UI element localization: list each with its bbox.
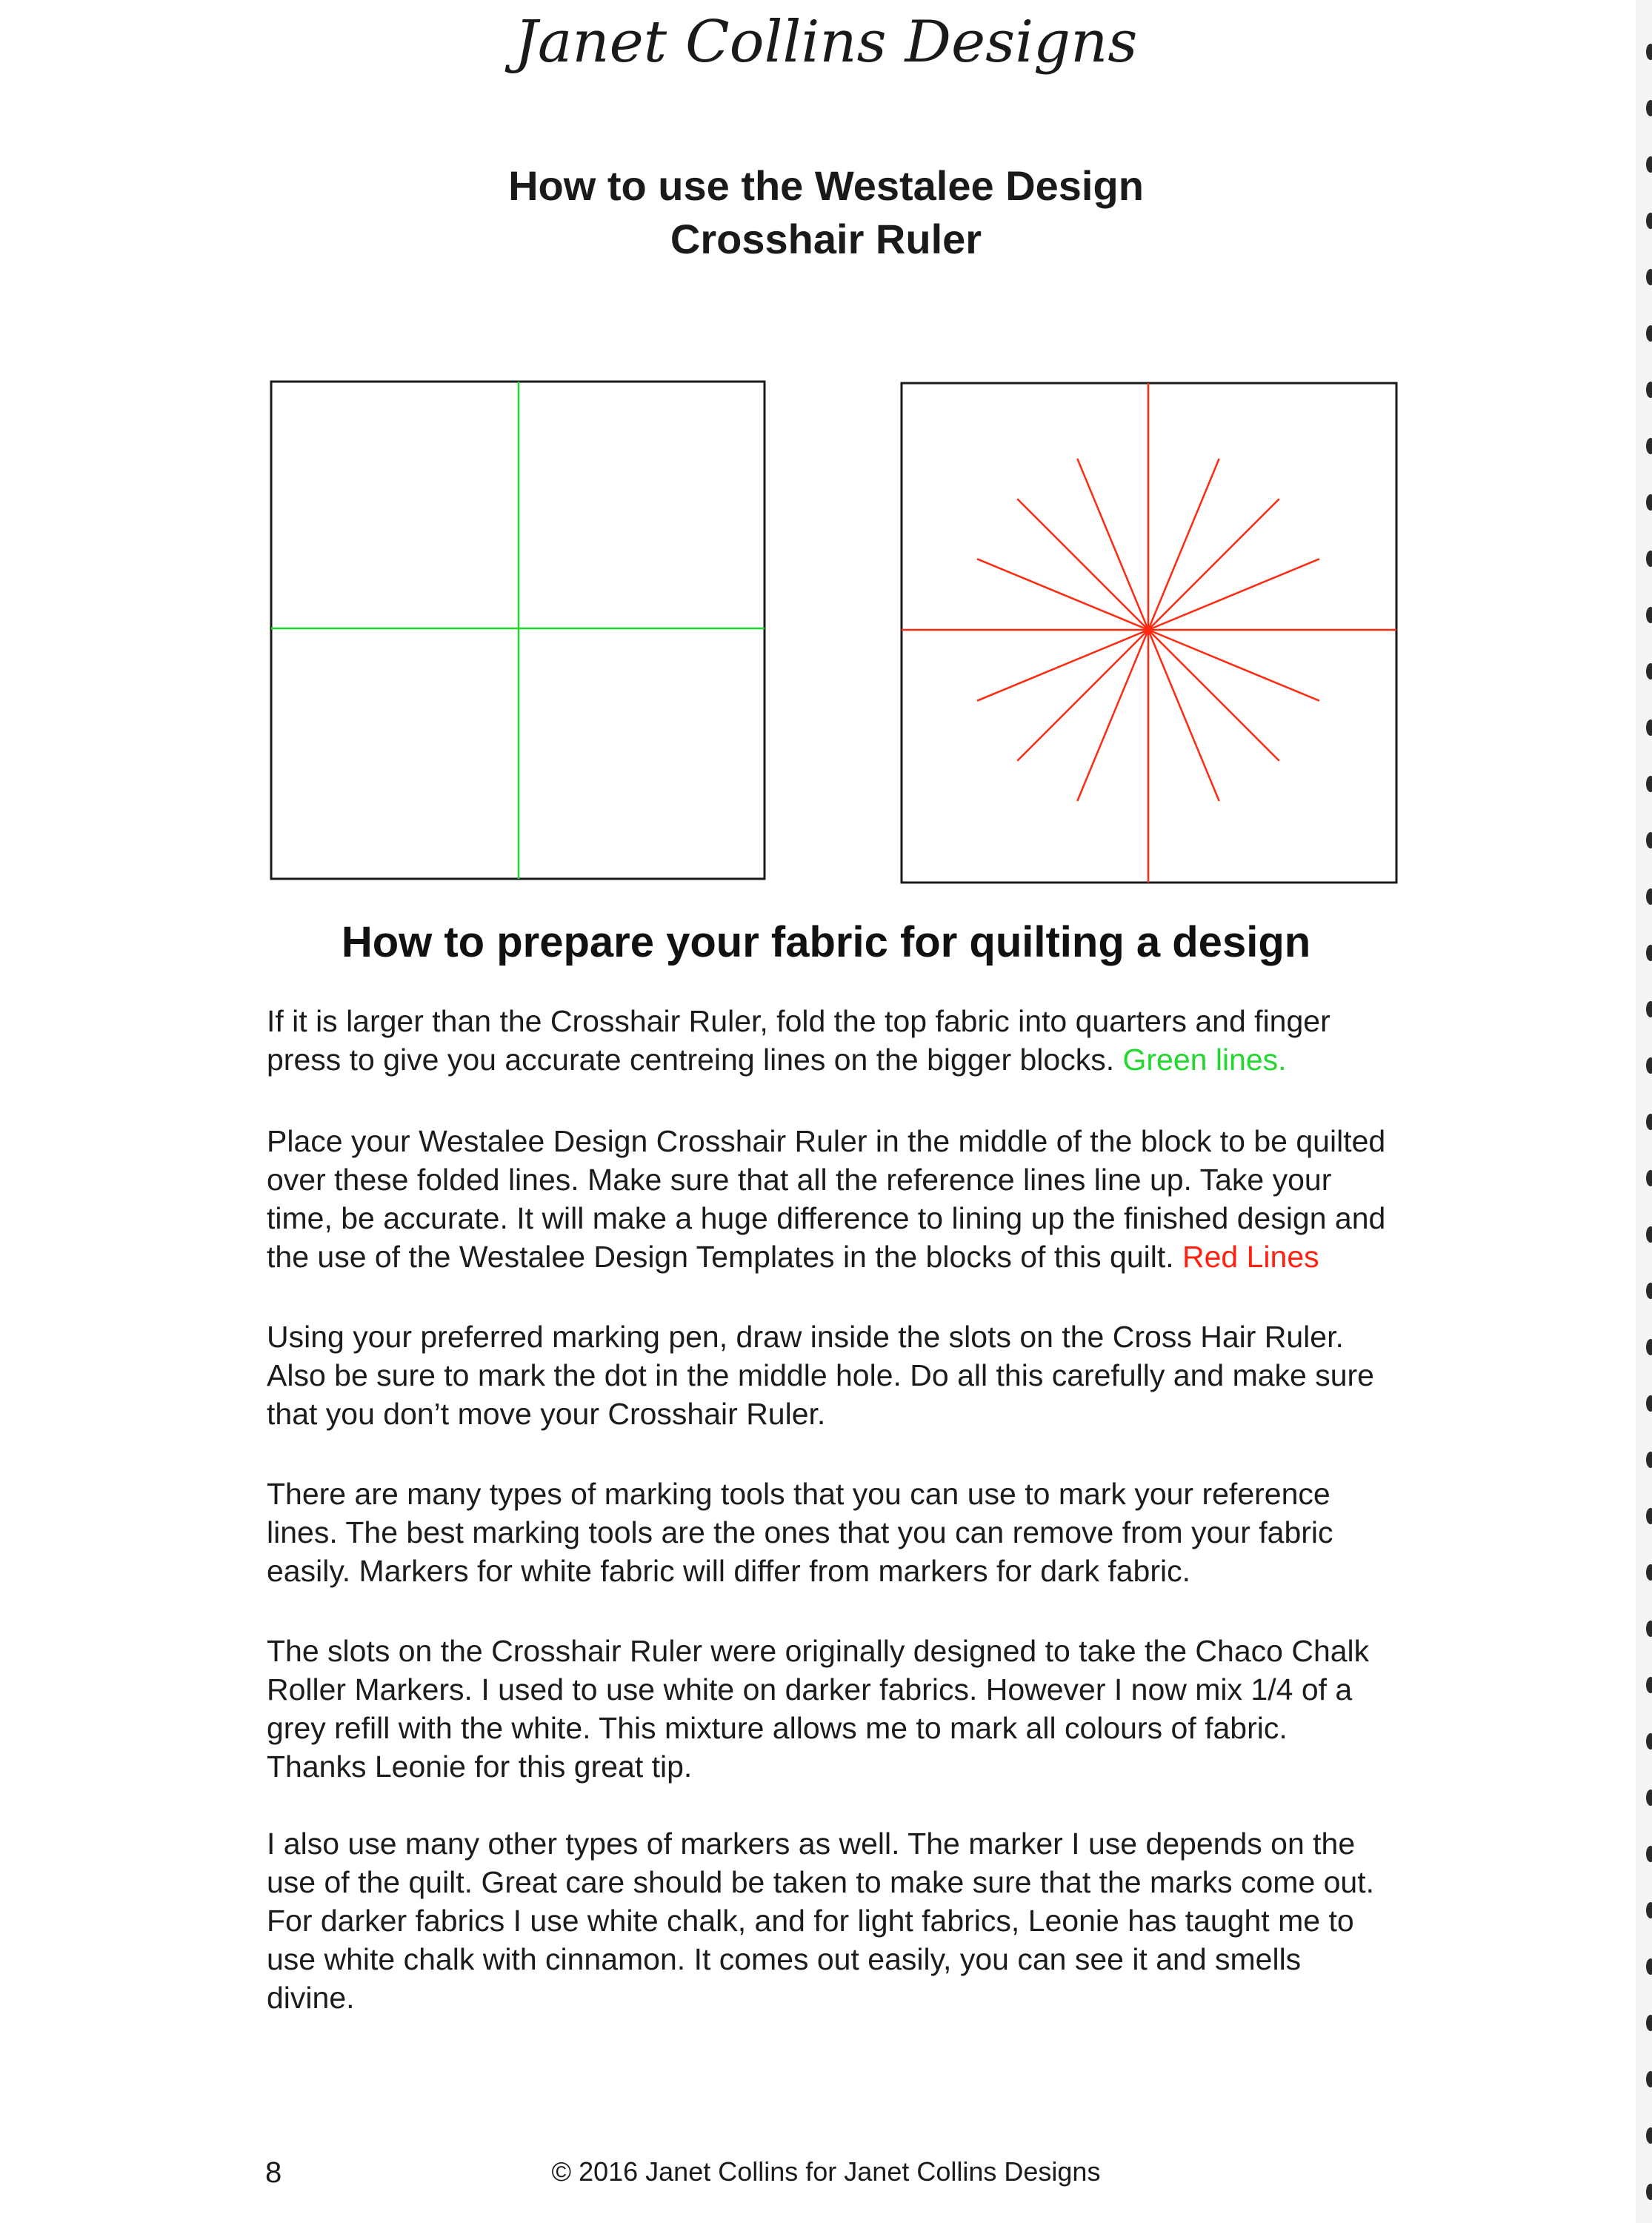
paragraph-line: There are many types of marking tools that you can use to mark your reference (267, 1477, 1330, 1511)
paragraph-line: grey refill with the white. This mixture allows me to mark all colours of fabric. (267, 1711, 1288, 1745)
paragraph-marking-pen (267, 1317, 1571, 1433)
paragraph-line: The slots on the Crosshair Ruler were originally designed to take the Chaco Chalk (267, 1634, 1370, 1668)
paragraph-line: Place your Westalee Design Crosshair Ruler in the middle of the block to be quilted (267, 1124, 1386, 1158)
paragraph-line: over these folded lines. Make sure that all the reference lines line up. Take your (267, 1163, 1332, 1197)
paragraph-other-markers (267, 1824, 1571, 2017)
paragraph-place-ruler (267, 1122, 1571, 1276)
section-heading: How to prepare your fabric for quilting a design (341, 918, 1311, 966)
crosshair-center-dot (1144, 625, 1153, 634)
page-number: 8 (265, 2156, 282, 2189)
brand-header: Janet Collins Designs (514, 9, 1138, 76)
paragraph-line: press to give you accurate centreing lines on the bigger blocks. (267, 1043, 1115, 1077)
paragraph-line: easily. Markers for white fabric will differ from markers for dark fabric. (267, 1554, 1191, 1588)
page-title-line1: How to use the Westalee Design (508, 162, 1144, 209)
paragraph-line: Roller Markers. I used to use white on darker fabrics. However I now mix 1/4 of a (267, 1672, 1353, 1707)
paragraph-line: Also be sure to mark the dot in the middle hole. Do all this carefully and make sure (267, 1358, 1374, 1392)
paragraph-line: I also use many other types of markers as well. The marker I use depends on the (267, 1827, 1356, 1861)
green-lines-note: Green lines. (1114, 1043, 1287, 1077)
crosshair-ruler-diagram (899, 381, 1403, 885)
paragraph-line: the use of the Westalee Design Templates in the blocks of this quilt. (267, 1240, 1174, 1274)
red-lines-note: Red Lines (1173, 1240, 1319, 1274)
paragraph-line: time, be accurate. It will make a huge difference to lining up the finished design and (267, 1201, 1386, 1235)
copyright-footer: © 2016 Janet Collins for Janet Collins Designs (551, 2156, 1101, 2187)
paragraph-line: lines. The best marking tools are the ones that you can remove from your fabric (267, 1515, 1333, 1549)
paragraph-line: If it is larger than the Crosshair Ruler, fold the top fabric into quarters and finger (267, 1004, 1330, 1038)
paragraph-fold-fabric (267, 1002, 1571, 1079)
paragraph-line: Using your preferred marking pen, draw inside the slots on the Cross Hair Ruler. (267, 1320, 1344, 1354)
paragraph-marking-tools (267, 1475, 1571, 1590)
paragraph-line: use white chalk with cinnamon. It comes out easily, you can see it and smells (267, 1942, 1302, 1976)
spiral-binding (1636, 0, 1652, 2223)
paragraph-line: use of the quilt. Great care should be taken to make sure that the marks come out. (267, 1865, 1375, 1899)
fold-lines-diagram (267, 379, 770, 883)
paragraph-line: Thanks Leonie for this great tip. (267, 1750, 693, 1784)
page-title-line2: Crosshair Ruler (670, 216, 982, 262)
paragraph-line: that you don’t move your Crosshair Ruler. (267, 1397, 826, 1431)
paragraph-line: For darker fabrics I use white chalk, and for light fabrics, Leonie has taught me to (267, 1904, 1354, 1938)
paragraph-chaco-chalk (267, 1632, 1571, 1786)
paragraph-line: divine. (267, 1981, 355, 2015)
